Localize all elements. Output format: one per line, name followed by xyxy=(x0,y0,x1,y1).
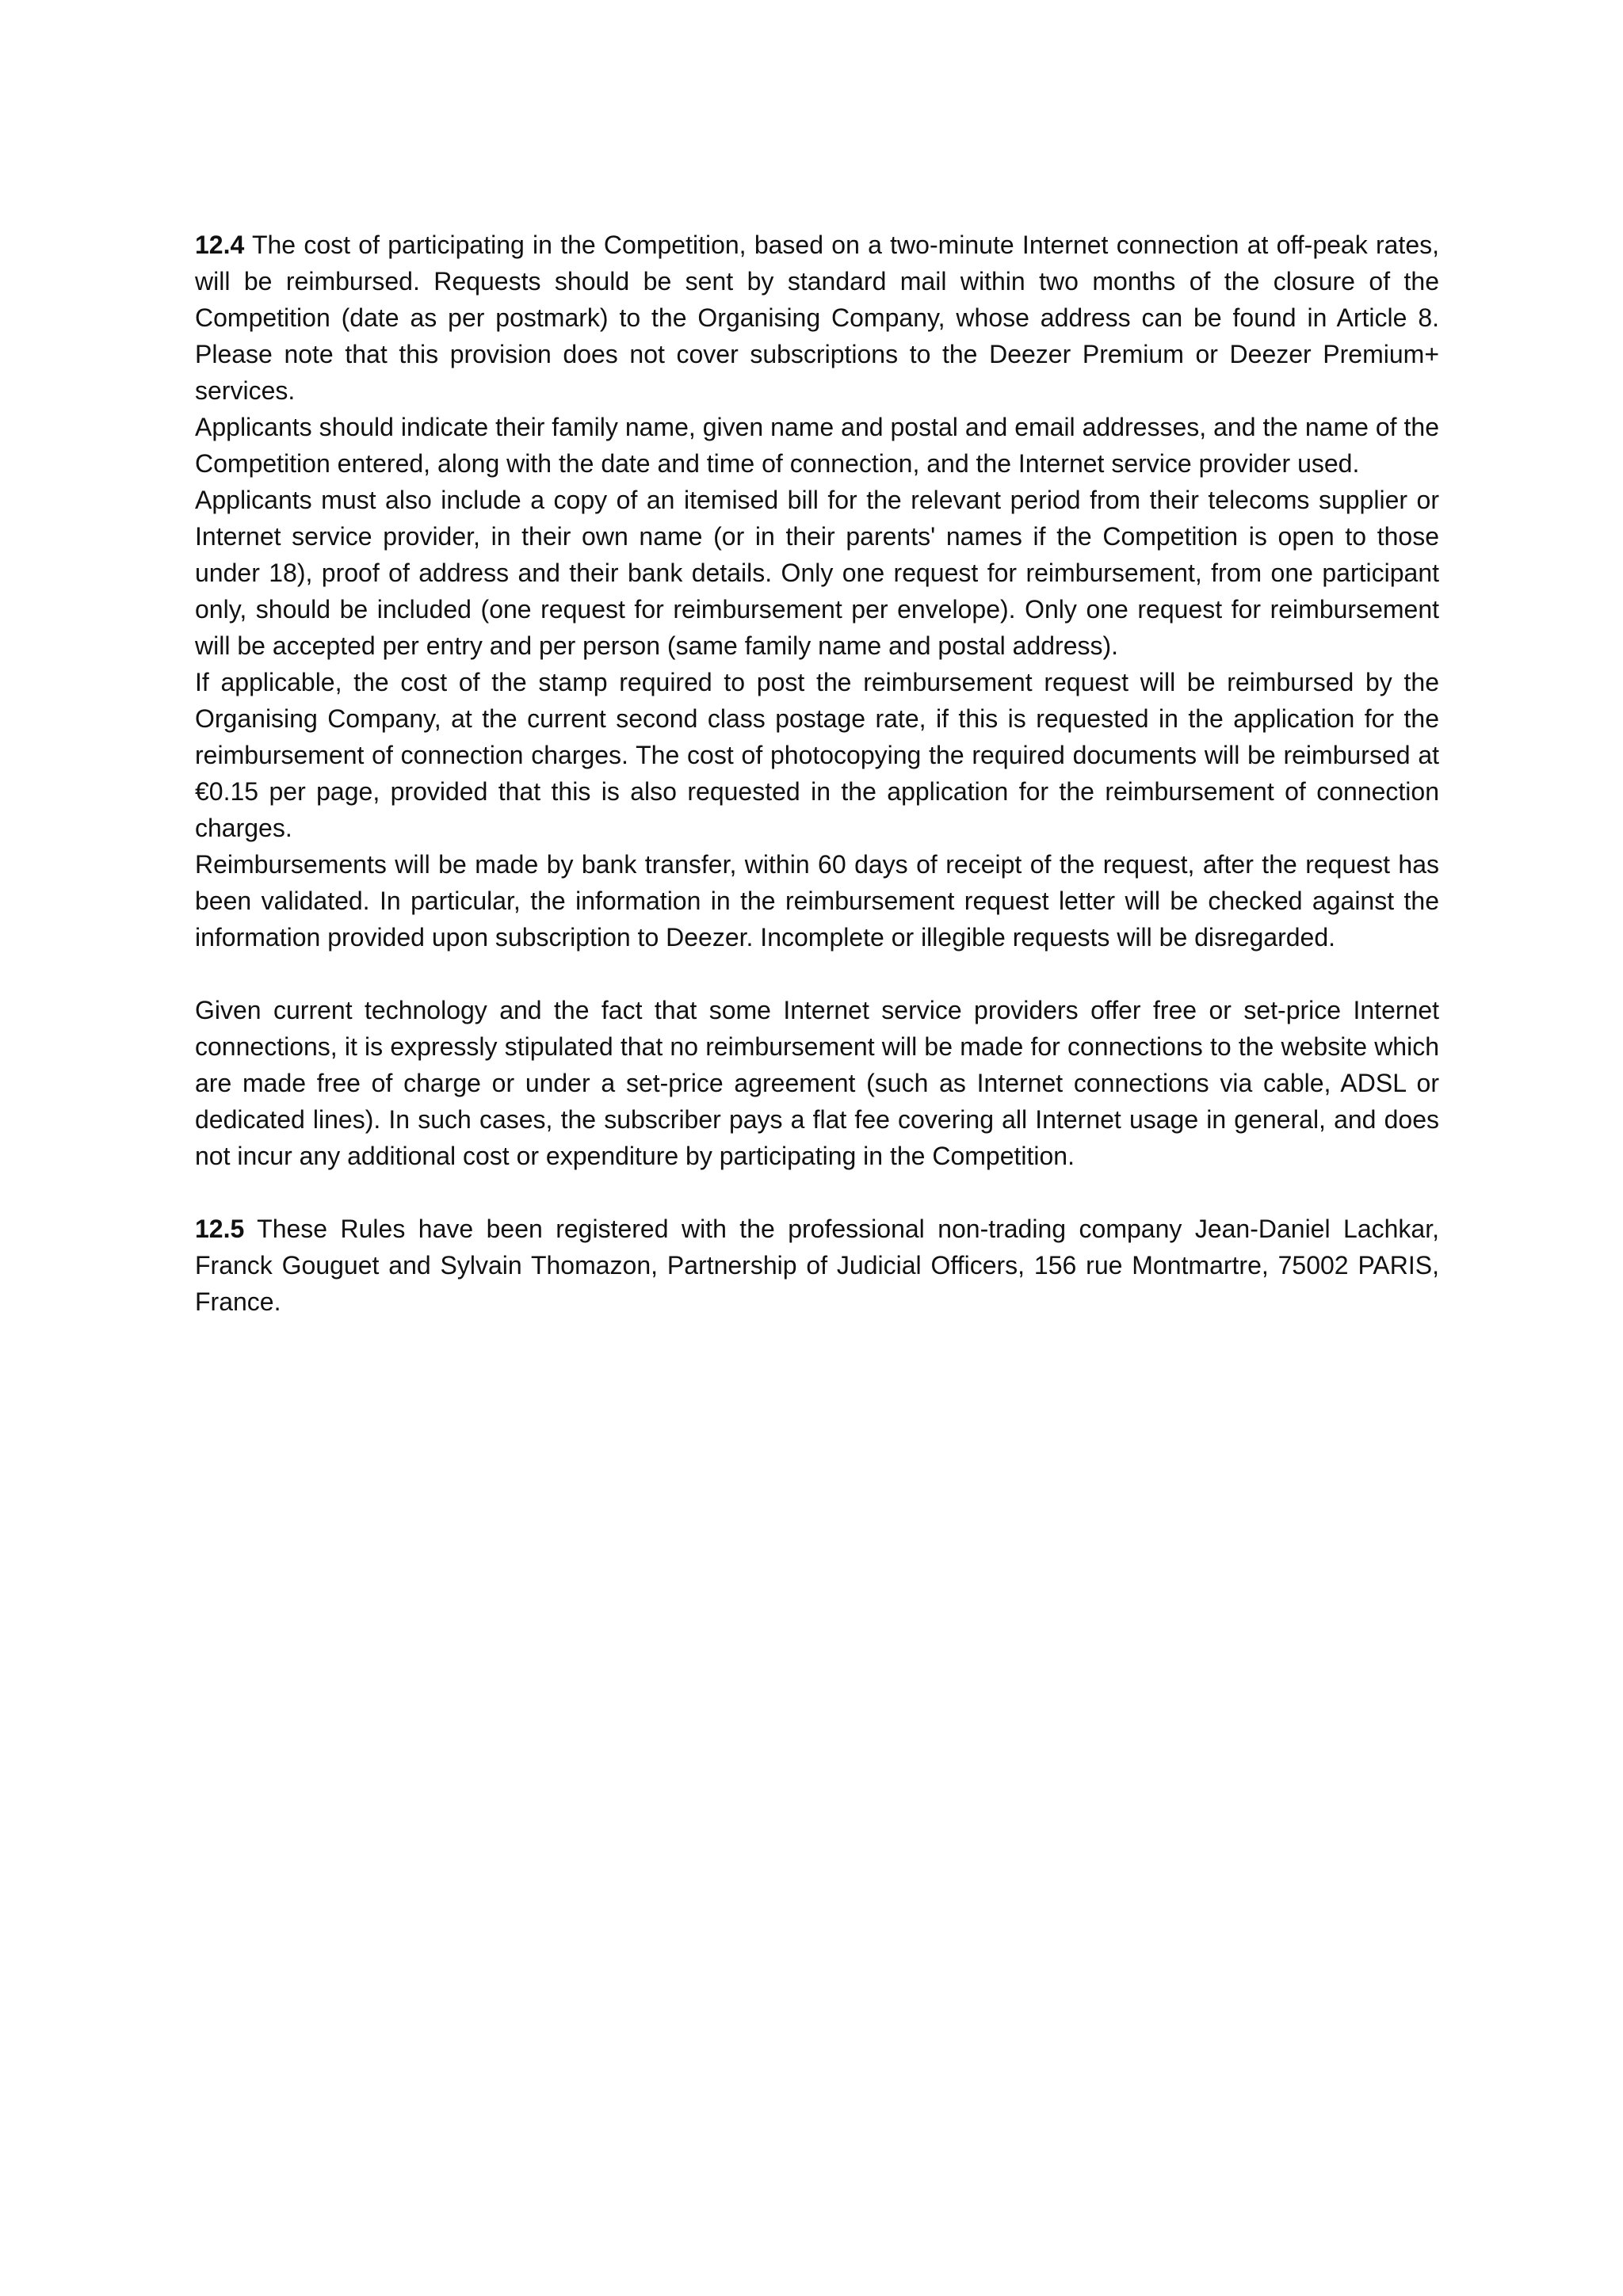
document-body xyxy=(195,227,1439,1320)
section-number-12-4: 12.4 xyxy=(195,231,245,259)
section-12-4-intro-text: The cost of participating in the Competition, based on a two-minute Internet connection at off-peak rates, will be reimbursed. Requests should be sent by standard mail within two months of the closure of the Competition (date as per postmark) to the Organising Company, whose address can be found in Article 8. Please note that this provision does not cover subscriptions to the Deezer Premium or Deezer Premium+ services. xyxy=(195,231,1439,405)
paragraph-applicant-details: Applicants should indicate their family name, given name and postal and email addresses, and the name of the Competition entered, along with the date and time of connection, and the Internet service provider used. xyxy=(195,413,1439,478)
section-12-4-intro xyxy=(195,227,1439,409)
section-12-5 xyxy=(195,1211,1439,1320)
section-12-5-text: These Rules have been registered with the professional non-trading company Jean-Daniel Lachkar, Franck Gouguet and Sylvain Thomazon, Partnership of Judicial Officers, 156 rue Montmartre, 75002 PARIS, France. xyxy=(195,1215,1439,1316)
paragraph-spacer xyxy=(195,955,1439,992)
paragraph-reimbursement-method: Reimbursements will be made by bank transfer, within 60 days of receipt of the request, after the request has been validated. In particular, the information in the reimbursement request letter will be checked against the information provided upon subscription to Deezer. Incomplete or illegible requests will be disregarded. xyxy=(195,850,1439,952)
paragraph-spacer xyxy=(195,1174,1439,1211)
paragraph-set-price-connections: Given current technology and the fact that some Internet service providers offer free or set-price Internet connections, it is expressly stipulated that no reimbursement will be made for connections to the website which are made free of charge or under a set-price agreement (such as Internet connections via cable, ADSL or dedicated lines). In such cases, the subscriber pays a flat fee covering all Internet usage in general, and does not incur any additional cost or expenditure by participating in the Competition. xyxy=(195,996,1439,1170)
paragraph-required-documents: Applicants must also include a copy of an itemised bill for the relevant period from their telecoms supplier or Internet service provider, in their own name (or in their parents' names if the Competition is open to those under 18), proof of address and their bank details. Only one request for reimbursement, from one participant only, should be included (one request for reimbursement per envelope). Only one request for reimbursement will be accepted per entry and per person (same family name and postal address). xyxy=(195,486,1439,660)
section-number-12-5: 12.5 xyxy=(195,1215,245,1243)
paragraph-stamp-cost: If applicable, the cost of the stamp required to post the reimbursement request will be reimbursed by the Organising Company, at the current second class postage rate, if this is requested in the application for the reimbursement of connection charges. The cost of photocopying the required documents will be reimbursed at €0.15 per page, provided that this is also requested in the application for the reimbursement of connection charges. xyxy=(195,668,1439,842)
